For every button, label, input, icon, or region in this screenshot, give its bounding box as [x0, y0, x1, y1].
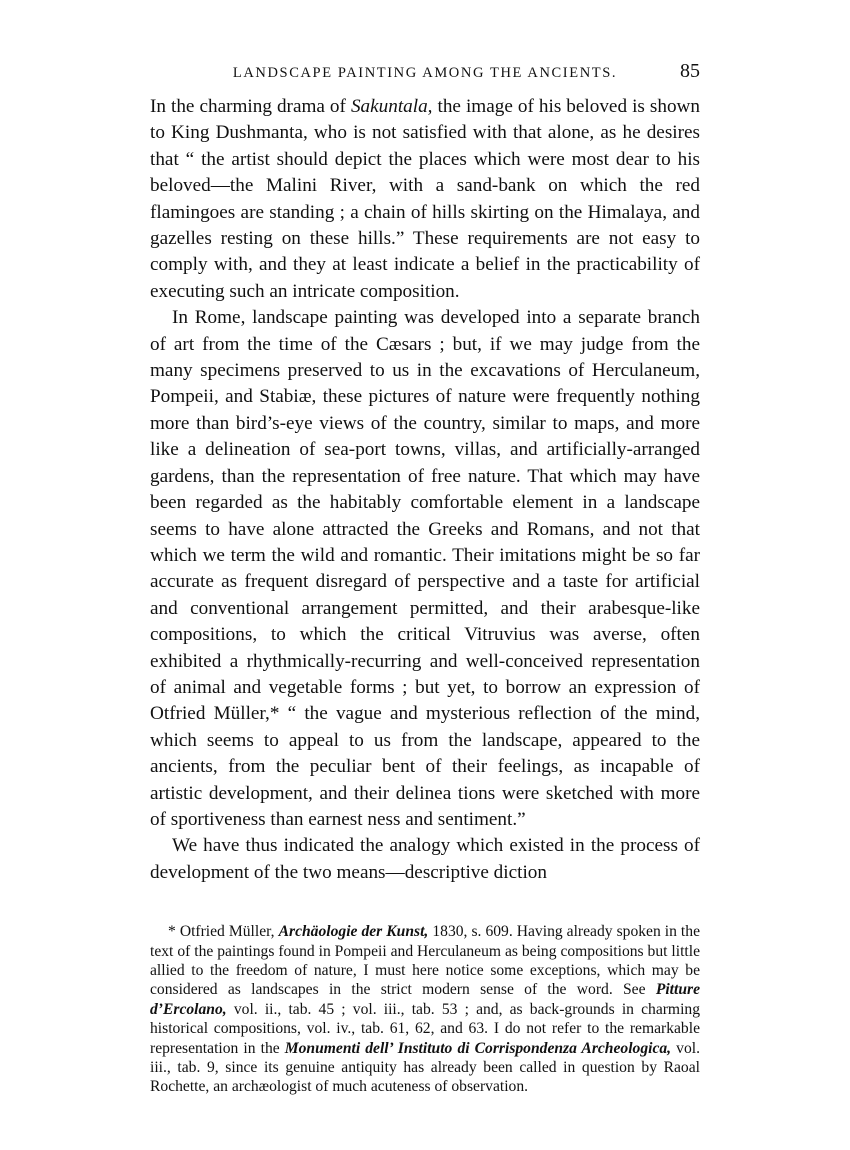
footnote-text-3: vol. iii., tab. 9, since its genuine antiquity has already been called in question by Raoal Rochette, an archæologist of much acuteness of observation.: [150, 1039, 700, 1096]
book-page: [150, 60, 700, 1097]
paragraph-1-rest: the image of his beloved is shown to King Dushmanta, who is not satisfied with that alone, as he desires that “ the artist should depict the places which were most dear to his beloved—the Malini River, with a sand-bank on which the red flamingoes are standing ; a chain of hills skirting on the Himalaya, and gazelles resting on these hills.” These requirements are not easy to comply with, and they at least indicate a belief in the practicability of executing such an intricate composition.: [150, 96, 700, 302]
work-title-sakuntala: Sakuntala,: [350, 96, 433, 117]
running-title: LANDSCAPE PAINTING AMONG THE ANCIENTS.: [232, 65, 618, 81]
running-head: [150, 60, 700, 90]
paragraph-1-start: In the charming drama of: [150, 96, 351, 117]
paragraph-1: [150, 94, 700, 305]
footnote-spacer: [150, 886, 700, 922]
footnote-title-monumenti: Monumenti dell’ Instituto di Corrispondenza Archeologica,: [284, 1039, 672, 1057]
footnote-text-1: 1830, s. 609. Having already spoken in the text of the paintings found in Pompeii and Herculaneum as being compositions but little allied to the freedom of nature, I must here notice some exceptions, which may be considered as landscapes in the strict modern sense of the word. See: [150, 923, 700, 999]
footnote-title-archaologie: Archäologie der Kunst,: [278, 923, 429, 941]
paragraph-2: In Rome, landscape painting was developed into a separate branch of art from the time of the Cæsars ; but, if we may judge from the many specimens preserved to us in the excavations of Herculaneum, Pompeii, and Stabiæ, these pictures of nature were frequently nothing more than bird’s-eye views of the country, similar to maps, and more like a delineation of sea-port towns, villas, and artificially-arranged gardens, than the representation of free nature. That which may have been regarded as the habitably comfortable element in a landscape seems to have alone attracted the Greeks and Romans, and not that which we term the wild and romantic. Their imitations might be so far accurate as frequent disregard of perspective and a taste for artificial and conventional arrangement permitted, and their arabesque-like compositions, to which the critical Vitruvius was averse, often exhibited a rhythmically-recurring and well-conceived representation of animal and vegetable forms ; but yet, to borrow an expression of Otfried Müller,* “ the vague and mysterious reflection of the mind, which seems to appeal to us from the landscape, appeared to the ancients, from the peculiar bent of their feelings, as incapable of artistic development, and their delinea tions were sketched with more of sportiveness than earnest ness and sentiment.”: [150, 307, 700, 830]
footnote-title-pitture: Pitture d’Ercolano,: [150, 981, 700, 1018]
body-text: [150, 94, 700, 886]
page-number: 85: [680, 60, 700, 82]
footnote-text-2: vol. ii., tab. 45 ; vol. iii., tab. 53 ; and, as back-grounds in charming historical compositions, vol. iv., tab. 61, 62, and 63. I do not refer to the remarkable representation in the: [150, 1000, 700, 1057]
footnote: [150, 922, 700, 1097]
paragraph-3: We have thus indicated the analogy which existed in the process of development of the two means—descriptive diction: [150, 835, 700, 883]
footnote-marker-author: * Otfried Müller,: [168, 923, 279, 941]
